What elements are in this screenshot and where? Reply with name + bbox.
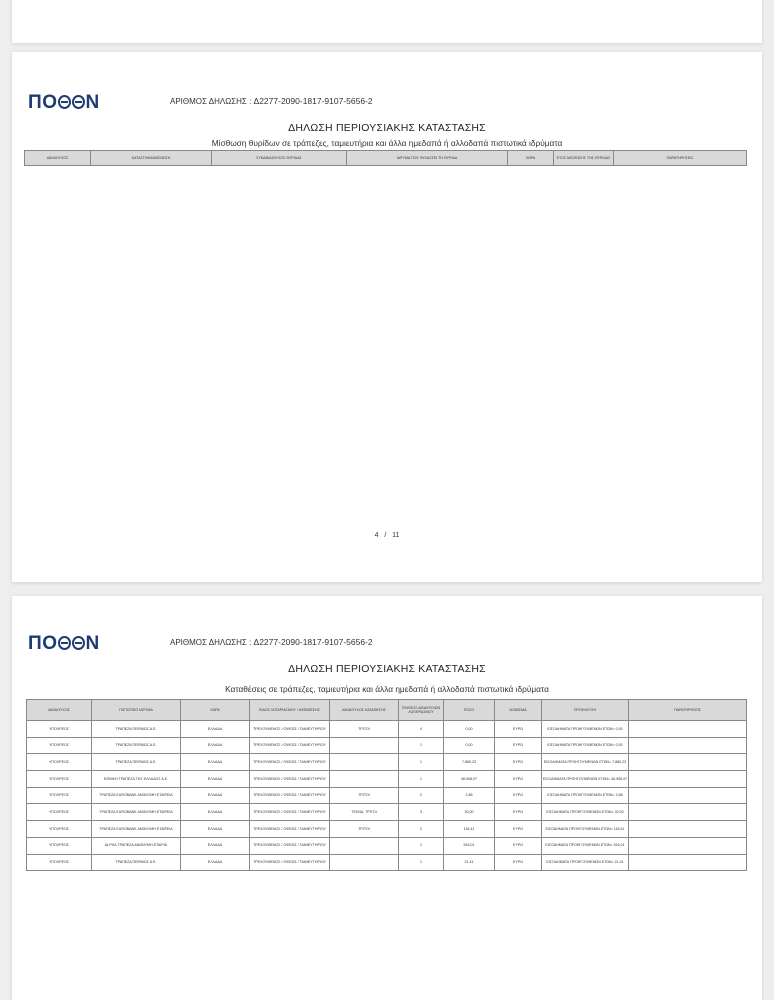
table-cell: ΕΥΡΩ (495, 721, 542, 738)
table-cell: ΕΛΛΑΔΑ (181, 837, 250, 854)
table-cell (629, 754, 747, 771)
table-row (27, 804, 747, 821)
table-cell: ΤΡΕΧΟΥΜΕΝΟΣ / ΟΨΕΩΣ / ΤΑΜΙΕΥΤΗΡΙΟΥ (250, 771, 330, 788)
table-cell: ΤΡΙΤΟΙ (330, 721, 399, 738)
table-cell: ΤΡΕΧΟΥΜΕΝΟΣ / ΟΨΕΩΣ / ΤΑΜΙΕΥΤΗΡΙΟΥ (250, 721, 330, 738)
table-cell: ΕΥΡΩ (495, 737, 542, 754)
table-cell: ΕΙΣΟΔΗΜΑΤΑ ΠΡΟΗΓΟΥΜΕΝΩΝ ΕΤΩΝ= 516,01 (542, 837, 629, 854)
table-cell: 46.908,97 (444, 771, 495, 788)
column-header: ΠΟΣΟ (444, 700, 495, 721)
column-header: ΔΙΚΑΙΟΥΧΟΣ ΚΑΤΑΘΕΣΗΣ (330, 700, 399, 721)
table-cell: ΕΙΣΟΔΗΜΑΤΑ ΠΡΟΗΓΟΥΜΕΝΩΝ ΕΤΩΝ= 46.908,97 (542, 771, 629, 788)
table-cell: 2,86 (444, 787, 495, 804)
table-cell: ΥΠΟΧΡΕΟΣ (27, 804, 92, 821)
page-total: 11 (392, 532, 400, 539)
table-row (27, 837, 747, 854)
table-cell: ΥΠΟΧΡΕΟΣ (27, 721, 92, 738)
table-cell: 2 (399, 821, 444, 838)
column-header: ΝΟΜΙΣΜΑ (495, 700, 542, 721)
column-header: ΙΔΡΥΜΑ ΠΟΥ ΦΥΛΑΣΣΕΙ ΤΗ ΘΥΡΙΔΑ (347, 151, 508, 166)
pothen-logo: ΠΟ Ν (28, 92, 100, 113)
table-cell (330, 754, 399, 771)
table-cell: 1 (399, 754, 444, 771)
table-cell (629, 771, 747, 788)
table-cell: ΤΡΙΤΟΙ (330, 787, 399, 804)
table-row (27, 771, 747, 788)
table-cell: ΥΠΟΧΡΕΟΣ (27, 821, 92, 838)
table-cell: ΥΠΟΧΡΕΟΣ (27, 837, 92, 854)
table-row (27, 787, 747, 804)
column-header: ΠΑΡΑΤΗΡΗΣΕΙΣ (614, 151, 747, 166)
table-cell: ΕΙΣΟΔΗΜΑΤΑ ΠΡΟΗΓΟΥΜΕΝΩΝ ΕΤΩΝ= 0,00 (542, 721, 629, 738)
table-cell: ΤΡΑΠΕΖΑ ΠΕΙΡΑΙΩΣ Α.Ε. (92, 854, 181, 871)
table-cell (629, 821, 747, 838)
table-cell: ΤΡΑΠΕΖΑ EUROBANK ΑΝΩΝΥΜΗ ΕΤΑΙΡΕΙΑ (92, 821, 181, 838)
table-row (27, 854, 747, 871)
table-cell: 1 (399, 771, 444, 788)
table-cell: ΥΠΟΧΡΕΟΣ (27, 754, 92, 771)
column-header: ΠΛΗΘΟΣ ΔΙΚΑΙΟΥΧΩΝ ΛΟΓΑΡΙΑΣΜΟΥ (399, 700, 444, 721)
table-cell: 0,00 (444, 737, 495, 754)
declaration-number-line (170, 637, 373, 647)
pothen-logo: ΠΟ Ν (28, 633, 100, 654)
table-cell: ΤΡΑΠΕΖΑ EUROBANK ΑΝΩΝΥΜΗ ΕΤΑΙΡΕΙΑ (92, 804, 181, 821)
column-header: ΚΑΤΑΣΤΗΜΑ/ΜΙΣΘΩΣΗ (91, 151, 212, 166)
table-cell: 3 (399, 804, 444, 821)
section-subtitle: Μίσθωση θυρίδων σε τράπεζες, ταμιευτήρια και άλλα ημεδαπά ή αλλοδαπά πιστωτικά ιδρύματα (211, 138, 563, 148)
table-cell (330, 737, 399, 754)
table-cell: ΥΠΟΧΡΕΟΣ (27, 771, 92, 788)
table-cell: 118,41 (444, 821, 495, 838)
table-cell: 1 (399, 854, 444, 871)
table-cell: ΕΛΛΑΔΑ (181, 804, 250, 821)
table-cell (629, 804, 747, 821)
table-row (27, 821, 747, 838)
table-row (27, 721, 747, 738)
column-header: ΧΩΡΑ (508, 151, 554, 166)
table-cell (629, 737, 747, 754)
table-cell: 1 (399, 737, 444, 754)
column-header: ΣΥΝΔΙΚΑΙΟΥΧΟΣ ΘΥΡΙΔΑΣ (212, 151, 347, 166)
page-indicator (12, 532, 762, 539)
table-cell: 4 (399, 721, 444, 738)
table-cell: ΕΥΡΩ (495, 754, 542, 771)
declaration-number-line (170, 96, 373, 106)
table-cell: ΕΛΛΑΔΑ (181, 771, 250, 788)
table-cell: ΕΥΡΩ (495, 854, 542, 871)
table-cell: ALPHA ΤΡΑΠΕΖΑ ΑΝΩΝΥΜΗ ΕΤΑΙΡΙΑ (92, 837, 181, 854)
table-cell: ΕΥΡΩ (495, 787, 542, 804)
table-cell: ΕΛΛΑΔΑ (181, 821, 250, 838)
declaration-number: Δ2277-2090-1817-9107-5656-2 (253, 96, 373, 106)
table-cell: 2 (399, 787, 444, 804)
table-cell: ΤΡΕΧΟΥΜΕΝΟΣ / ΟΨΕΩΣ / ΤΑΜΙΕΥΤΗΡΙΟΥ (250, 737, 330, 754)
table-cell: ΕΥΡΩ (495, 771, 542, 788)
column-header: ΔΙΚΑΙΟΥΧΟΣ (25, 151, 91, 166)
table-cell: ΕΥΡΩ (495, 804, 542, 821)
column-header: ΕΤΟΣ ΜΙΣΘΩΣΗΣ ΤΗΣ ΘΥΡΙΔΑΣ (554, 151, 614, 166)
table-cell (330, 854, 399, 871)
table-cell: 0,00 (444, 721, 495, 738)
document-page-4 (12, 52, 762, 582)
column-header: ΠΙΣΤΩΤΙΚΟ ΙΔΡΥΜΑ (92, 700, 181, 721)
deposits-table (26, 699, 747, 871)
table-cell (330, 771, 399, 788)
table-cell: ΕΛΛΑΔΑ (181, 754, 250, 771)
page-separator: / (384, 532, 387, 539)
table-cell: ΤΡΑΠΕΖΑ EUROBANK ΑΝΩΝΥΜΗ ΕΤΑΙΡΕΙΑ (92, 787, 181, 804)
table-cell: ΤΡΕΧΟΥΜΕΝΟΣ / ΟΨΕΩΣ / ΤΑΜΙΕΥΤΗΡΙΟΥ (250, 804, 330, 821)
table-cell: ΥΠΟΧΡΕΟΣ (27, 787, 92, 804)
table-cell: ΕΙΣΟΔΗΜΑΤΑ ΠΡΟΗΓΟΥΜΕΝΩΝ ΕΤΩΝ= 2,86 (542, 787, 629, 804)
table-cell: ΤΡΕΧΟΥΜΕΝΟΣ / ΟΨΕΩΣ / ΤΑΜΙΕΥΤΗΡΙΟΥ (250, 854, 330, 871)
table-cell: ΤΡΕΧΟΥΜΕΝΟΣ / ΟΨΕΩΣ / ΤΑΜΙΕΥΤΗΡΙΟΥ (250, 754, 330, 771)
safe-deposit-table (24, 150, 747, 166)
table-cell: 30,00 (444, 804, 495, 821)
column-header: ΔΙΚΑΙΟΥΧΟΣ (27, 700, 92, 721)
table-cell: ΤΡΑΠΕΖΑ ΠΕΙΡΑΙΩΣ Α.Ε. (92, 754, 181, 771)
table-cell (629, 787, 747, 804)
table-cell: ΤΡΕΧΟΥΜΕΝΟΣ / ΟΨΕΩΣ / ΤΑΜΙΕΥΤΗΡΙΟΥ (250, 787, 330, 804)
column-header: ΠΑΡΑΤΗΡΗΣΕΙΣ (629, 700, 747, 721)
table-cell (629, 837, 747, 854)
table-cell: ΤΡΑΠΕΖΑ ΠΕΙΡΑΙΩΣ Α.Ε. (92, 721, 181, 738)
table-cell: ΕΙΣΟΔΗΜΑΤΑ ΠΡΟΗΓΟΥΜΕΝΩΝ ΕΤΩΝ= 118,41 (542, 821, 629, 838)
table-cell: ΤΡΕΧΟΥΜΕΝΟΣ / ΟΨΕΩΣ / ΤΑΜΙΕΥΤΗΡΙΟΥ (250, 837, 330, 854)
table-cell: ΤΡΑΠΕΖΑ ΠΕΙΡΑΙΩΣ Α.Ε. (92, 737, 181, 754)
table-cell (330, 837, 399, 854)
table-cell: ΤΕΚΝΑ, ΤΡΙΤΟΙ (330, 804, 399, 821)
table-cell: ΕΥΡΩ (495, 821, 542, 838)
table-cell (629, 721, 747, 738)
document-title: ΔΗΛΩΣΗ ΠΕΡΙΟΥΣΙΑΚΗΣ ΚΑΤΑΣΤΑΣΗΣ (288, 122, 486, 134)
table-cell: ΕΘΝΙΚΗ ΤΡΑΠΕΖΑ ΤΗΣ ΕΛΛΑΔΟΣ Α.Ε. (92, 771, 181, 788)
table-cell: ΤΡΙΤΟΙ (330, 821, 399, 838)
declaration-label: ΑΡΙΘΜΟΣ ΔΗΛΩΣΗΣ : (170, 638, 252, 647)
previous-page (12, 0, 762, 43)
table-cell: ΕΙΣΟΔΗΜΑΤΑ ΠΡΟΗΓΟΥΜΕΝΩΝ ΕΤΩΝ= 30,00 (542, 804, 629, 821)
table-row (27, 754, 747, 771)
column-header: ΠΡΟΕΛΕΥΣΗ (542, 700, 629, 721)
table-row (27, 737, 747, 754)
column-header: ΕΙΔΟΣ ΛΟΓΑΡΙΑΣΜΟΥ / ΚΑΤΑΘΕΣΗΣ (250, 700, 330, 721)
document-page-5 (12, 596, 762, 1000)
table-cell: ΕΥΡΩ (495, 837, 542, 854)
document-title: ΔΗΛΩΣΗ ΠΕΡΙΟΥΣΙΑΚΗΣ ΚΑΤΑΣΤΑΣΗΣ (288, 663, 486, 675)
table-cell: ΥΠΟΧΡΕΟΣ (27, 737, 92, 754)
table-cell: ΥΠΟΧΡΕΟΣ (27, 854, 92, 871)
table-cell: ΕΙΣΟΔΗΜΑΤΑ ΠΡΟΗΓΟΥΜΕΝΩΝ ΕΤΩΝ= 21,41 (542, 854, 629, 871)
table-cell: ΕΛΛΑΔΑ (181, 854, 250, 871)
column-header: ΧΩΡΑ (181, 700, 250, 721)
table-cell: ΕΛΛΑΔΑ (181, 737, 250, 754)
table-cell: ΕΛΛΑΔΑ (181, 787, 250, 804)
table-cell: 516,01 (444, 837, 495, 854)
declaration-number: Δ2277-2090-1817-9107-5656-2 (253, 637, 373, 647)
table-cell: 21,41 (444, 854, 495, 871)
table-cell: ΕΙΣΟΔΗΜΑΤΑ ΠΡΟΗΓΟΥΜΕΝΩΝ ΕΤΩΝ= 0,00 (542, 737, 629, 754)
section-subtitle: Καταθέσεις σε τράπεζες, ταμιευτήρια και άλλα ημεδαπά ή αλλοδαπά πιστωτικά ιδρύματα (225, 684, 549, 694)
table-cell (629, 854, 747, 871)
table-cell: ΕΛΛΑΔΑ (181, 721, 250, 738)
table-cell: 7.880,23 (444, 754, 495, 771)
table-cell: ΕΙΣΟΔΗΜΑΤΑ ΠΡΟΗΓΟΥΜΕΝΩΝ ΕΤΩΝ= 7.880,23 (542, 754, 629, 771)
page-current: 4 (374, 532, 379, 539)
table-cell: ΤΡΕΧΟΥΜΕΝΟΣ / ΟΨΕΩΣ / ΤΑΜΙΕΥΤΗΡΙΟΥ (250, 821, 330, 838)
declaration-label: ΑΡΙΘΜΟΣ ΔΗΛΩΣΗΣ : (170, 97, 252, 106)
table-cell: 1 (399, 837, 444, 854)
